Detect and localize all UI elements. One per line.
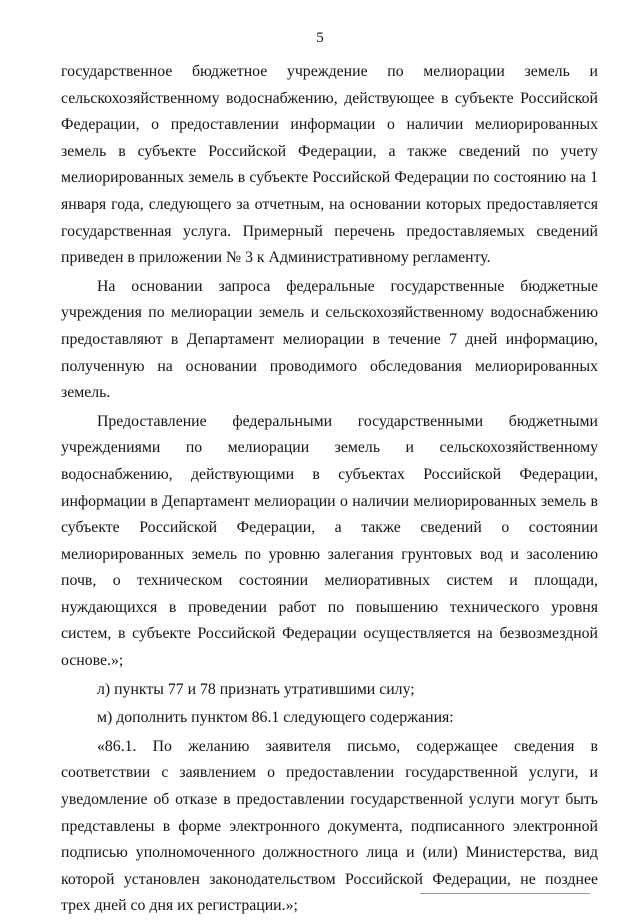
paragraph-free-provision: Предоставление федеральными государственными бюджетными учреждениями по мелиорации земель и сельскохозяйственному водоснабжению, действующими в субъектах Российской Федерации, информации в Департамент мелиорации о наличии мелиорированных земель в субъекте Российской Федерации, а также сведений о состоянии мелиорированных земель по уровню залегания грунтовых вод и засолению почв, о техническом состоянии мелиоративных систем и площади, нуждающихся в проведении работ по повышению технического уровня систем, в субъекте Российской Федерации осуществляется на безвозмездной основе.»; (61, 412, 598, 670)
document-body (61, 59, 598, 920)
scan-edge-line (420, 893, 590, 894)
page-number: 5 (316, 30, 324, 46)
paragraph-federal-institutions: На основании запроса федеральные государственные бюджетные учреждения по мелиорации земель и сельскохозяйственному водоснабжению предоставляют в Департамент мелиорации в течение 7 дней информацию, полученную на основании проводимого обследования мелиорированных земель. (61, 277, 598, 402)
paragraph-continuation: государственное бюджетное учреждение по мелиорации земель и сельскохозяйственному водоснабжению, действующее в субъекте Российской Федерации, о предоставлении информации о наличии мелиорированных земель в субъекте Российской Федерации, а также сведений по учету мелиорированных земель в субъекте Российской Федерации по состоянию на 1 января года, следующего за отчетным, на основании которых предоставляется государственная услуга. Примерный перечень предоставляемых сведений приведен в приложении № 3 к Административному регламенту. (61, 63, 598, 267)
paragraph-86-1: «86.1. По желанию заявителя письмо, содержащее сведения в соответствии с заявлением о предоставлении государственной услуги, и уведомление об отказе в предоставлении государственной услуги могут быть представлены в форме электронного документа, подписанного электронной подписью уполномоченного должностного лица и (или) Министерства, вид которой установлен законодательством Российской Федерации, не позднее трех дней со дня их регистрации.»; (61, 737, 598, 915)
amendment-item-m: м) дополнить пунктом 86.1 следующего содержания: (97, 709, 454, 727)
amendment-item-l: л) пункты 77 и 78 признать утратившими силу; (97, 680, 415, 698)
